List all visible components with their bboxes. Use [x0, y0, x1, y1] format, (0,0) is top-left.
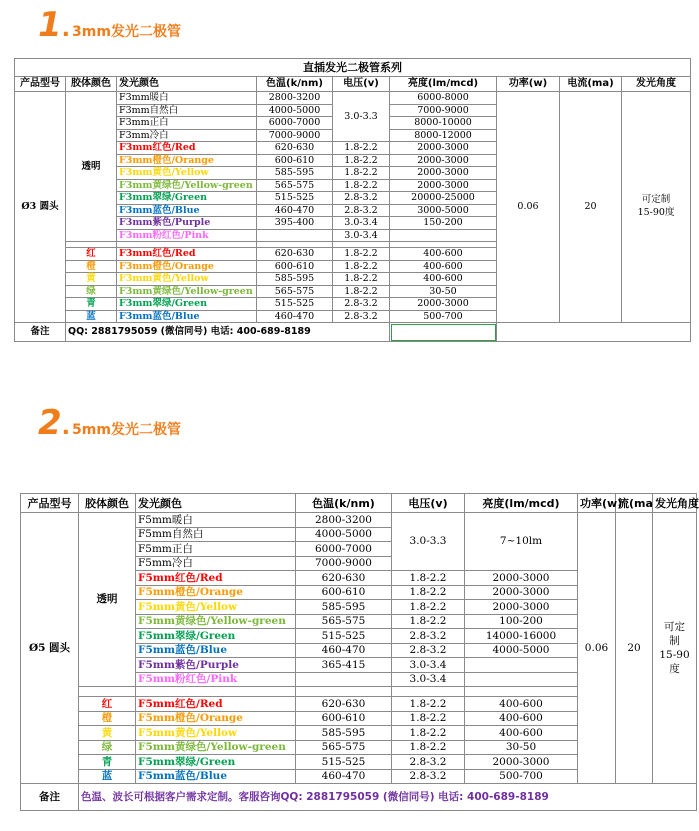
- voltage-cell: 1.8-2.2: [333, 248, 390, 261]
- emit-color-cell: F3mm翠绿/Green: [117, 298, 257, 311]
- colloid-cell: 橙: [66, 260, 117, 273]
- header-cell: 电压(v): [333, 77, 390, 92]
- power-cell: 0.06: [578, 513, 616, 784]
- led-3mm-table: [14, 58, 691, 342]
- luminance-cell: 6000-8000: [390, 92, 497, 105]
- luminance-cell: 2000-3000: [465, 755, 578, 770]
- color-temp-cell: 565-575: [296, 740, 392, 755]
- voltage-cell: 2.8-3.2: [392, 755, 465, 770]
- luminance-cell: 400-600: [390, 273, 497, 286]
- section-2-dot: .: [61, 415, 71, 440]
- emit-color-cell: F3mm冷白: [117, 129, 257, 142]
- colloid-cell: 透明: [79, 513, 136, 687]
- empty-cell: [79, 687, 136, 697]
- color-temp-cell: 7000-9000: [296, 556, 392, 571]
- header-cell: 亮度(lm/mcd): [390, 77, 497, 92]
- luminance-cell: 30-50: [390, 285, 497, 298]
- luminance-cell: 8000-10000: [390, 117, 497, 130]
- luminance-cell: 4000-5000: [465, 643, 578, 658]
- emit-color-cell: F3mm红色/Red: [117, 142, 257, 155]
- voltage-cell: 1.8-2.2: [392, 585, 465, 600]
- color-temp-cell: 585-595: [296, 600, 392, 615]
- power-cell: 0.06: [497, 92, 560, 323]
- voltage-cell: 1.8-2.2: [392, 697, 465, 712]
- header-cell: 胶体颜色: [66, 77, 117, 92]
- header-cell: 产品型号: [15, 77, 66, 92]
- model-cell: Ø5 圆头: [21, 513, 79, 784]
- emit-color-cell: F3mm粉红色/Pink: [117, 229, 257, 242]
- emit-color-cell: F5mm翠绿/Green: [136, 629, 296, 644]
- color-temp-cell: 395-400: [257, 217, 333, 230]
- voltage-cell: 3.0-3.4: [392, 672, 465, 687]
- emit-color-cell: F5mm暖白: [136, 513, 296, 528]
- header-cell: 发光颜色: [117, 77, 257, 92]
- color-temp-cell: 515-525: [296, 629, 392, 644]
- color-temp-cell: 4000-5000: [296, 527, 392, 542]
- emit-color-cell: F3mm紫色/Purple: [117, 217, 257, 230]
- section-1-number: 1: [38, 5, 62, 45]
- table-row: [21, 513, 697, 528]
- header-cell: 亮度(lm/mcd): [465, 494, 578, 513]
- emit-color-cell: F5mm冷白: [136, 556, 296, 571]
- voltage-cell: 1.8-2.2: [392, 726, 465, 741]
- color-temp-cell: 365-415: [296, 658, 392, 673]
- colloid-cell: 绿: [79, 740, 136, 755]
- emit-color-cell: F5mm蓝色/Blue: [136, 643, 296, 658]
- color-temp-cell: 460-470: [257, 204, 333, 217]
- voltage-cell: 1.8-2.2: [333, 273, 390, 286]
- color-temp-cell: 460-470: [296, 643, 392, 658]
- voltage-cell: 2.8-3.2: [392, 629, 465, 644]
- emit-color-cell: F5mm橙色/Orange: [136, 711, 296, 726]
- voltage-cell: 1.8-2.2: [333, 260, 390, 273]
- colloid-cell: 蓝: [66, 310, 117, 323]
- luminance-cell: [465, 658, 578, 673]
- color-temp-cell: 565-575: [296, 614, 392, 629]
- section-2-heading: [38, 403, 181, 443]
- emit-color-cell: F5mm红色/Red: [136, 571, 296, 586]
- color-temp-cell: 600-610: [257, 154, 333, 167]
- note-blank-cell: [497, 323, 691, 342]
- emit-color-cell: F5mm黄色/Yellow: [136, 600, 296, 615]
- color-temp-cell: 600-610: [257, 260, 333, 273]
- luminance-cell: 400-600: [390, 260, 497, 273]
- luminance-cell: 2000-3000: [390, 298, 497, 311]
- color-temp-cell: 565-575: [257, 179, 333, 192]
- color-temp-cell: 565-575: [257, 285, 333, 298]
- model-cell: Ø3 圆头: [15, 92, 66, 323]
- voltage-cell: 2.8-3.2: [392, 769, 465, 784]
- header-cell: 功率(w): [578, 494, 616, 513]
- header-cell: 产品型号: [21, 494, 79, 513]
- color-temp-cell: 4000-5000: [257, 104, 333, 117]
- table-header-row: [21, 494, 697, 513]
- color-temp-cell: 620-630: [296, 697, 392, 712]
- note-text: 色温、波长可根据客户需求定制。客服咨询QQ: 2881795059 (微信同号) 电话: 400-689-8189: [79, 784, 697, 811]
- header-cell: 发光角度: [653, 494, 697, 513]
- color-temp-cell: 600-610: [296, 585, 392, 600]
- luminance-cell: 400-600: [465, 697, 578, 712]
- current-cell: 20: [560, 92, 622, 323]
- luminance-cell: 7000-9000: [390, 104, 497, 117]
- colloid-cell: 黄: [79, 726, 136, 741]
- emit-color-cell: F5mm粉红色/Pink: [136, 672, 296, 687]
- voltage-cell: 3.0-3.3: [392, 513, 465, 571]
- empty-cell: [465, 687, 578, 697]
- header-cell: 流(ma: [616, 494, 653, 513]
- section-1-title: 3mm发光二极管: [72, 24, 181, 40]
- color-temp-cell: 585-595: [257, 273, 333, 286]
- luminance-cell: 100-200: [465, 614, 578, 629]
- voltage-cell: 1.8-2.2: [392, 600, 465, 615]
- voltage-cell: 1.8-2.2: [333, 142, 390, 155]
- header-cell: 功率(w): [497, 77, 560, 92]
- header-cell: 发光颜色: [136, 494, 296, 513]
- color-temp-cell: 600-610: [296, 711, 392, 726]
- luminance-cell: 500-700: [390, 310, 497, 323]
- section-2-title: 5mm发光二极管: [72, 422, 181, 438]
- emit-color-cell: F3mm黄色/Yellow: [117, 273, 257, 286]
- luminance-cell: 3000-5000: [390, 204, 497, 217]
- emit-color-cell: F5mm红色/Red: [136, 697, 296, 712]
- colloid-cell: 青: [66, 298, 117, 311]
- note-row: [21, 784, 697, 811]
- color-temp-cell: 7000-9000: [257, 129, 333, 142]
- color-temp-cell: 515-525: [296, 755, 392, 770]
- emit-color-cell: F3mm蓝色/Blue: [117, 310, 257, 323]
- color-temp-cell: [296, 672, 392, 687]
- table-row: [15, 92, 691, 105]
- voltage-cell: 3.0-3.3: [333, 92, 390, 142]
- voltage-cell: 1.8-2.2: [392, 614, 465, 629]
- color-temp-cell: 515-525: [257, 298, 333, 311]
- emit-color-cell: F5mm黄色/Yellow: [136, 726, 296, 741]
- voltage-cell: 1.8-2.2: [392, 571, 465, 586]
- voltage-cell: 1.8-2.2: [333, 285, 390, 298]
- luminance-cell: 2000-3000: [465, 600, 578, 615]
- empty-cell: [392, 687, 465, 697]
- colloid-cell: 青: [79, 755, 136, 770]
- voltage-cell: 1.8-2.2: [333, 154, 390, 167]
- emit-color-cell: F5mm正白: [136, 542, 296, 557]
- voltage-cell: 2.8-3.2: [333, 298, 390, 311]
- colloid-cell: 绿: [66, 285, 117, 298]
- current-cell: 20: [616, 513, 653, 784]
- header-cell: 胶体颜色: [79, 494, 136, 513]
- emit-color-cell: F5mm黄绿色/Yellow-green: [136, 614, 296, 629]
- voltage-cell: 2.8-3.2: [392, 643, 465, 658]
- colloid-cell: 橙: [79, 711, 136, 726]
- voltage-cell: 2.8-3.2: [333, 192, 390, 205]
- emit-color-cell: F3mm正白: [117, 117, 257, 130]
- emit-color-cell: F3mm黄绿色/Yellow-green: [117, 179, 257, 192]
- voltage-cell: 3.0-3.4: [333, 217, 390, 230]
- colloid-cell: 黄: [66, 273, 117, 286]
- led-5mm-table: [20, 493, 697, 811]
- note-text: QQ: 2881795059 (微信同号) 电话: 400-689-8189: [66, 323, 390, 342]
- angle-cell: 可定制 15-90度: [622, 92, 691, 323]
- note-row: [15, 323, 691, 342]
- section-1-heading: [38, 5, 181, 45]
- color-temp-cell: 515-525: [257, 192, 333, 205]
- empty-cell: [136, 687, 296, 697]
- voltage-cell: 2.8-3.2: [333, 310, 390, 323]
- colloid-cell: 蓝: [79, 769, 136, 784]
- voltage-cell: 3.0-3.4: [392, 658, 465, 673]
- luminance-cell: 500-700: [465, 769, 578, 784]
- luminance-cell: 14000-16000: [465, 629, 578, 644]
- emit-color-cell: F5mm橙色/Orange: [136, 585, 296, 600]
- color-temp-cell: 2800-3200: [296, 513, 392, 528]
- luminance-cell: [465, 672, 578, 687]
- voltage-cell: 2.8-3.2: [333, 204, 390, 217]
- emit-color-cell: F3mm蓝色/Blue: [117, 204, 257, 217]
- voltage-cell: 1.8-2.2: [392, 740, 465, 755]
- voltage-cell: 1.8-2.2: [392, 711, 465, 726]
- color-temp-cell: [257, 229, 333, 242]
- emit-color-cell: F5mm自然白: [136, 527, 296, 542]
- colloid-cell: 红: [66, 248, 117, 261]
- luminance-cell: 7~10lm: [465, 513, 578, 571]
- color-temp-cell: 6000-7000: [296, 542, 392, 557]
- table-title: 直插发光二极管系列: [15, 59, 691, 77]
- color-temp-cell: 460-470: [296, 769, 392, 784]
- table-header-row: [15, 77, 691, 92]
- emit-color-cell: F3mm黄色/Yellow: [117, 167, 257, 180]
- angle-cell: 可定 制 15-90 度: [653, 513, 697, 784]
- empty-cell: [296, 687, 392, 697]
- header-cell: 色温(k/nm): [296, 494, 392, 513]
- note-label: 备注: [21, 784, 79, 811]
- voltage-cell: 1.8-2.2: [333, 179, 390, 192]
- luminance-cell: 400-600: [465, 711, 578, 726]
- luminance-cell: 8000-12000: [390, 129, 497, 142]
- emit-color-cell: F5mm蓝色/Blue: [136, 769, 296, 784]
- note-blank-cell: [390, 323, 497, 342]
- voltage-cell: 1.8-2.2: [333, 167, 390, 180]
- luminance-cell: 20000-25000: [390, 192, 497, 205]
- emit-color-cell: F3mm橙色/Orange: [117, 154, 257, 167]
- voltage-cell: 3.0-3.4: [333, 229, 390, 242]
- color-temp-cell: 585-595: [296, 726, 392, 741]
- luminance-cell: 150-200: [390, 217, 497, 230]
- emit-color-cell: F5mm黄绿色/Yellow-green: [136, 740, 296, 755]
- luminance-cell: 2000-3000: [390, 167, 497, 180]
- luminance-cell: 2000-3000: [390, 154, 497, 167]
- section-1-dot: .: [61, 17, 71, 42]
- luminance-cell: 400-600: [465, 726, 578, 741]
- luminance-cell: [390, 229, 497, 242]
- luminance-cell: 2000-3000: [390, 179, 497, 192]
- header-cell: 发光角度: [622, 77, 691, 92]
- emit-color-cell: F3mm红色/Red: [117, 248, 257, 261]
- colloid-cell: 红: [79, 697, 136, 712]
- color-temp-cell: 460-470: [257, 310, 333, 323]
- color-temp-cell: 620-630: [296, 571, 392, 586]
- luminance-cell: 2000-3000: [465, 585, 578, 600]
- emit-color-cell: F5mm紫色/Purple: [136, 658, 296, 673]
- emit-color-cell: F3mm翠绿/Green: [117, 192, 257, 205]
- color-temp-cell: 585-595: [257, 167, 333, 180]
- emit-color-cell: F3mm暖白: [117, 92, 257, 105]
- color-temp-cell: 2800-3200: [257, 92, 333, 105]
- luminance-cell: 2000-3000: [390, 142, 497, 155]
- color-temp-cell: 6000-7000: [257, 117, 333, 130]
- luminance-cell: 2000-3000: [465, 571, 578, 586]
- header-cell: 电流(ma): [560, 77, 622, 92]
- colloid-cell: 透明: [66, 92, 117, 242]
- luminance-cell: 400-600: [390, 248, 497, 261]
- color-temp-cell: 620-630: [257, 142, 333, 155]
- header-cell: 电压(v): [392, 494, 465, 513]
- emit-color-cell: F3mm黄绿色/Yellow-green: [117, 285, 257, 298]
- emit-color-cell: F3mm橙色/Orange: [117, 260, 257, 273]
- note-label: 备注: [15, 323, 66, 342]
- emit-color-cell: F3mm自然白: [117, 104, 257, 117]
- section-2-number: 2: [38, 403, 62, 443]
- emit-color-cell: F5mm翠绿/Green: [136, 755, 296, 770]
- color-temp-cell: 620-630: [257, 248, 333, 261]
- header-cell: 色温(k/nm): [257, 77, 333, 92]
- luminance-cell: 30-50: [465, 740, 578, 755]
